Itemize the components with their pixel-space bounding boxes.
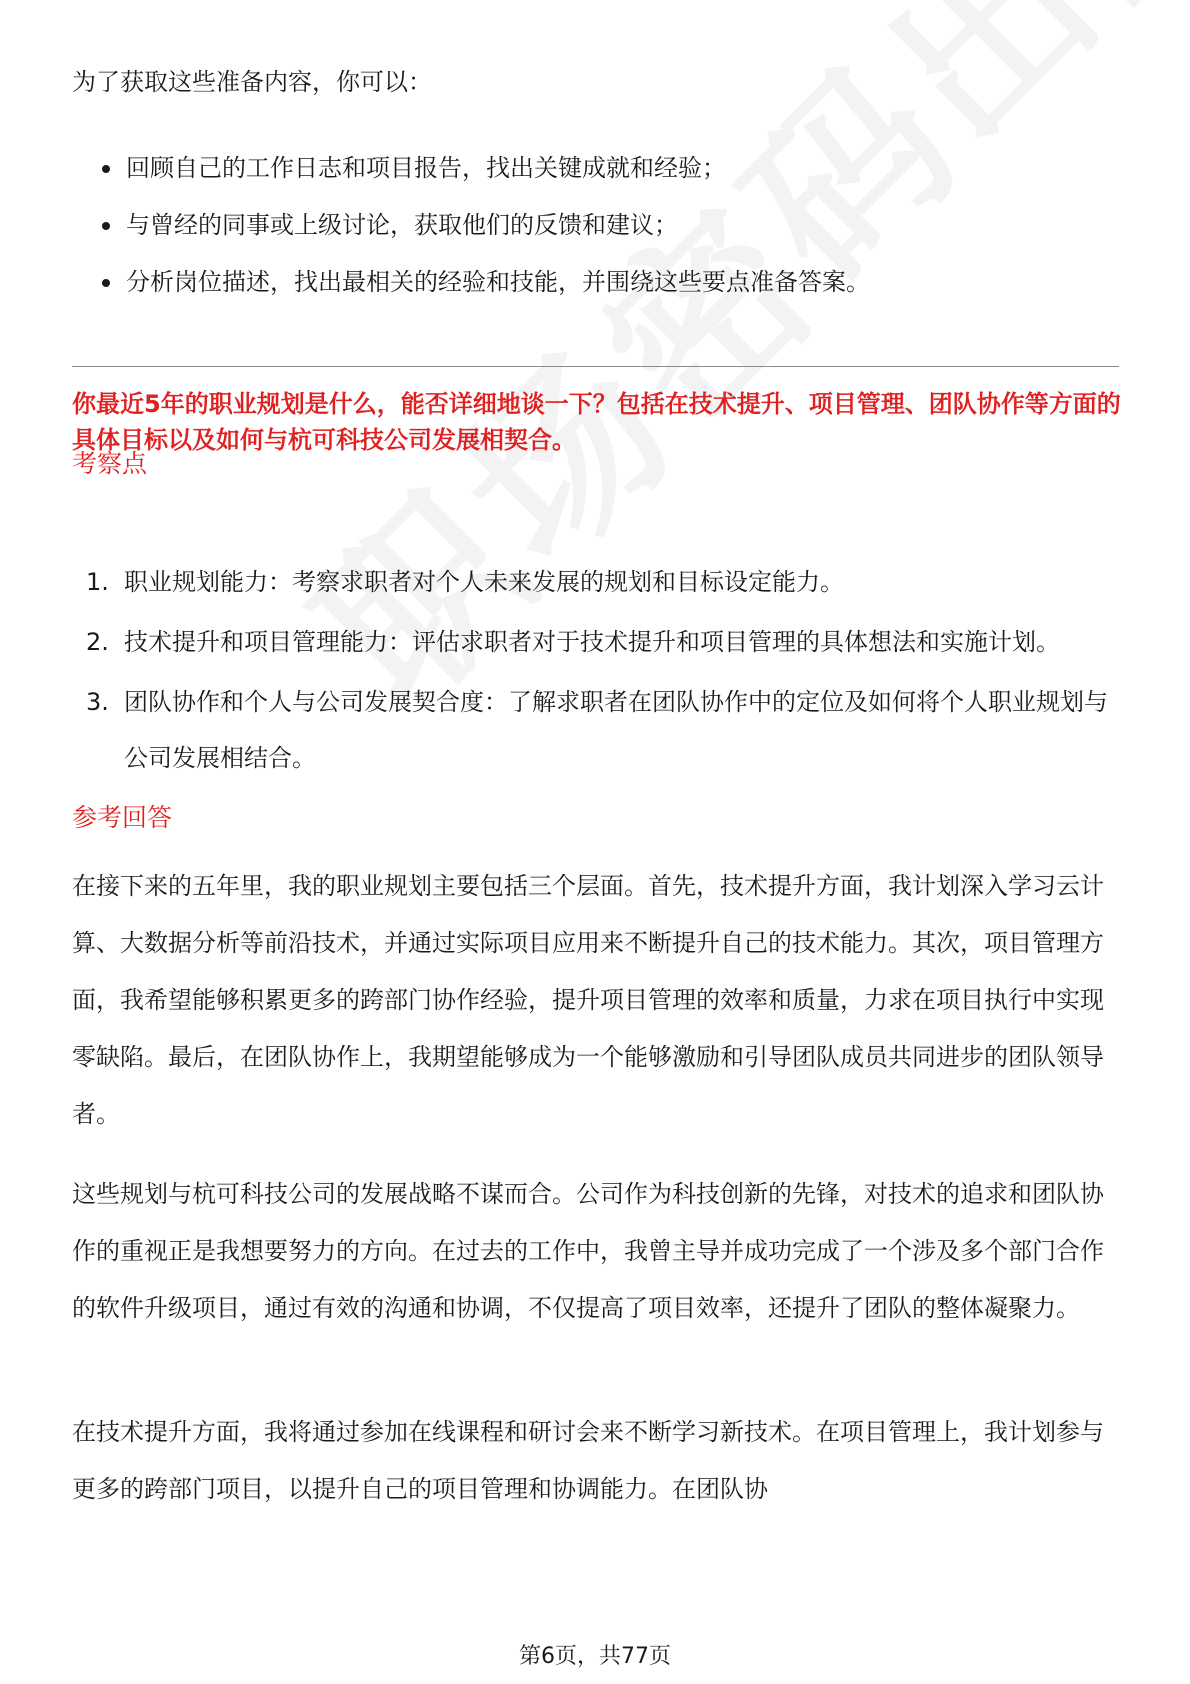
section-divider	[72, 366, 1119, 367]
exam-points-list	[72, 554, 1122, 790]
intro-text: 为了获取这些准备内容，你可以：	[72, 68, 432, 96]
interview-question: 你最近5年的职业规划是什么，能否详细地谈一下？包括在技术提升、项目管理、团队协作等方面的具体目标以及如何与杭可科技公司发展相契合。	[72, 390, 1121, 454]
exam-points-heading: 考察点	[72, 449, 148, 478]
answer-paragraph: 在技术提升方面，我将通过参加在线课程和研讨会来不断学习新技术。在项目管理上，我计划参与更多的跨部门项目，以提升自己的项目管理和协调能力。在团队协	[72, 1418, 1104, 1503]
preparation-list	[72, 148, 870, 319]
answer-paragraph: 在接下来的五年里，我的职业规划主要包括三个层面。首先，技术提升方面，我计划深入学习云计算、大数据分析等前沿技术，并通过实际项目应用来不断提升自己的技术能力。其次，项目管理方面，我希望能够积累更多的跨部门协作经验，提升项目管理的效率和质量，力求在项目执行中实现零缺陷。最后，在团队协作上，我期望能够成为一个能够激励和引导团队成员共同进步的团队领导者。	[72, 872, 1104, 1128]
bullet-icon	[102, 222, 110, 230]
bullet-icon	[102, 279, 110, 287]
list-item: 与曾经的同事或上级讨论，获取他们的反馈和建议；	[72, 205, 870, 245]
list-item: 回顾自己的工作日志和项目报告，找出关键成就和经验；	[72, 148, 870, 188]
answer-paragraph: 这些规划与杭可科技公司的发展战略不谋而合。公司作为科技创新的先锋，对技术的追求和团队协作的重视正是我想要努力的方向。在过去的工作中，我曾主导并成功完成了一个涉及多个部门合作的软件升级项目，通过有效的沟通和协调，不仅提高了项目效率，还提升了团队的整体凝聚力。	[72, 1180, 1104, 1322]
list-item: 2. 技术提升和项目管理能力：评估求职者对于技术提升和项目管理的具体想法和实施计划。	[86, 628, 1060, 656]
list-item: 3. 团队协作和个人与公司发展契合度：了解求职者在团队协作中的定位及如何将个人职业规划与公司发展相结合。	[86, 688, 1108, 772]
page-number: 第6页，共77页	[519, 1644, 671, 1669]
list-item: 分析岗位描述，找出最相关的经验和技能，并围绕这些要点准备答案。	[72, 262, 870, 302]
list-item: 1. 职业规划能力：考察求职者对个人未来发展的规划和目标设定能力。	[86, 568, 844, 596]
bullet-icon	[102, 165, 110, 173]
reference-answer-heading: 参考回答	[72, 803, 173, 832]
